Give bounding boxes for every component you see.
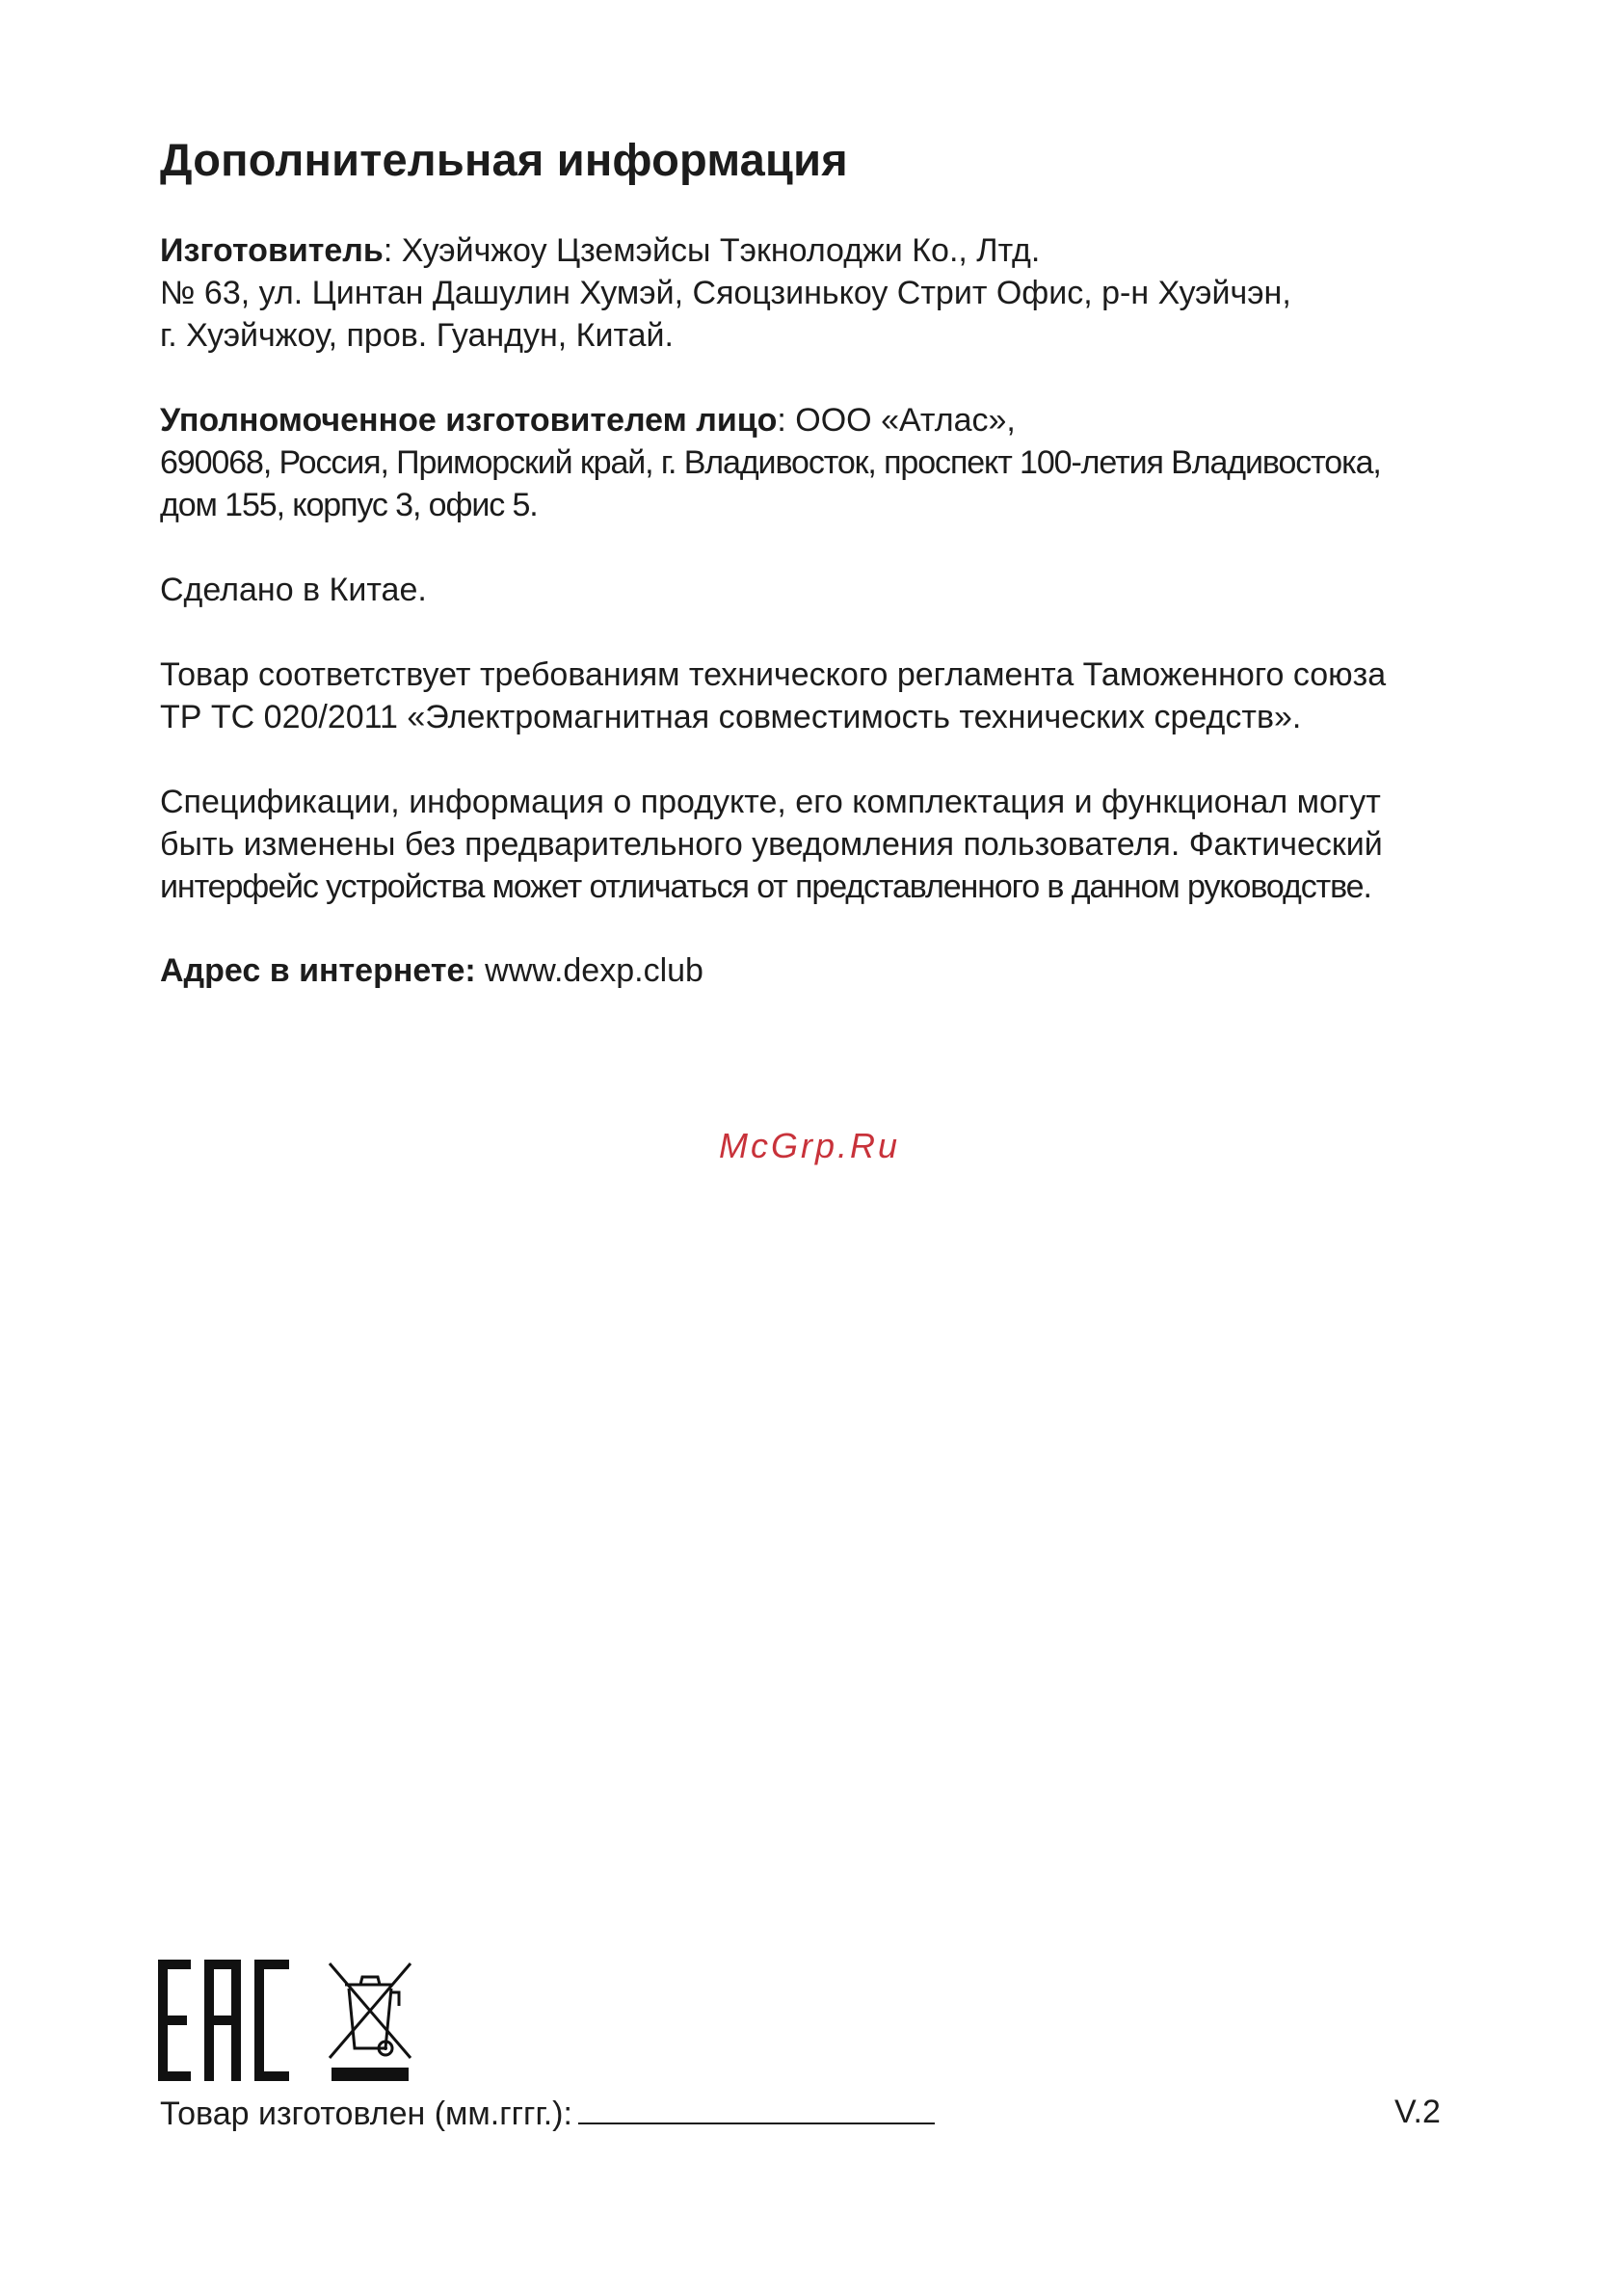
compliance-line: ТР ТС 020/2011 «Электромагнитная совместимость технических средств». xyxy=(160,699,1302,735)
web-address-url[interactable]: www.dexp.club xyxy=(475,952,703,989)
manufacture-date-field[interactable] xyxy=(578,2094,935,2124)
authorized-address-line: 690068, Россия, Приморский край, г. Владивосток, проспект 100-летия Владивостока, xyxy=(160,444,1381,481)
authorized-person-block xyxy=(160,399,1381,526)
authorized-address-line: дом 155, корпус 3, офис 5. xyxy=(160,487,538,523)
spec-notice-line: Спецификации, информация о продукте, его комплектация и функционал могут xyxy=(160,784,1381,820)
made-in-text: Сделано в Китае. xyxy=(160,572,427,608)
spec-notice-line: быть изменены без предварительного уведомления пользователя. Фактический xyxy=(160,826,1383,863)
spec-notice-line: интерфейс устройства может отличаться от представленного в данном руководстве. xyxy=(160,868,1371,905)
manufacture-date-label: Товар изготовлен (мм.гггг.): xyxy=(160,2096,572,2132)
crossed-out-wheelie-bin-icon xyxy=(322,1960,418,2083)
web-address-block xyxy=(160,949,703,992)
compliance-block xyxy=(160,654,1386,738)
version-label: V.2 xyxy=(1394,2094,1441,2130)
spec-notice-block xyxy=(160,781,1383,908)
web-address-label: Адрес в интернете: xyxy=(160,952,476,989)
watermark: McGrp.Ru xyxy=(719,1126,901,1165)
page-title: Дополнительная информация xyxy=(160,134,848,185)
eac-logo xyxy=(158,1960,291,2081)
manufacturer-name: : Хуэйчжоу Цземэйсы Тэкнолоджи Ко., Лтд. xyxy=(383,232,1041,269)
authorized-label: Уполномоченное изготовителем лицо xyxy=(160,402,778,439)
compliance-line: Товар соответствует требованиям технического регламента Таможенного союза xyxy=(160,656,1387,693)
manufacturer-label: Изготовитель xyxy=(160,232,384,269)
authorized-name: : ООО «Атлас», xyxy=(777,402,1016,439)
manufacturer-address-line: г. Хуэйчжоу, пров. Гуандун, Китай. xyxy=(160,317,674,354)
manufacturer-block xyxy=(160,229,1291,357)
manufacturer-address-line: № 63, ул. Цинтан Дашулин Хумэй, Сяоцзинькоу Стрит Офис, р-н Хуэйчэн, xyxy=(160,275,1291,311)
manufacture-date-row xyxy=(160,2094,935,2133)
